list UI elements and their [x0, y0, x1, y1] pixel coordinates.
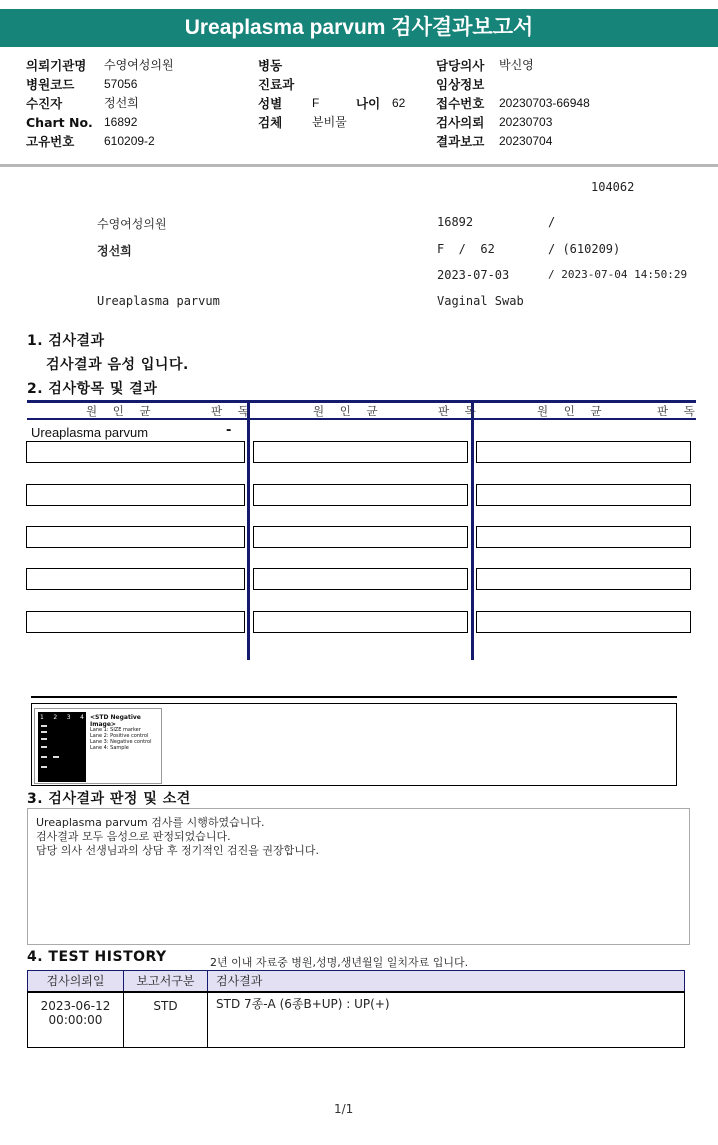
history-row [28, 992, 685, 1048]
result-box [253, 568, 468, 590]
summary-slash: / [548, 215, 556, 229]
result-box [253, 484, 468, 506]
summary-request-date: 2023-07-03 [437, 268, 510, 282]
report-date-label: 결과보고 [436, 134, 485, 149]
section1-heading: 1. 검사결과 [27, 333, 105, 349]
result-box [26, 484, 245, 506]
gel-band [53, 756, 59, 758]
opinion-box [27, 808, 690, 945]
patient-value: 정선희 [104, 96, 139, 110]
result-item-pathogen: Ureaplasma parvum [31, 425, 149, 440]
history-result: STD 7종-A (6종B+UP) : UP(+) [208, 992, 685, 1048]
section4-heading: 4. TEST HISTORY [27, 949, 167, 965]
grid-divider-1 [247, 400, 250, 660]
summary-hospital: 수영여성의원 [97, 217, 167, 231]
lane-1-number: 1 [40, 714, 44, 721]
result-item-judge: - [226, 423, 232, 438]
summary-specimen: Vaginal Swab [437, 294, 524, 308]
col3-judge-header: 판 독 [657, 404, 701, 418]
doctor-label: 담당의사 [436, 58, 485, 73]
result-box [26, 441, 245, 463]
col3-pathogen-header: 원 인 균 [537, 404, 608, 418]
gel-band [41, 746, 47, 748]
history-date-cell [28, 992, 124, 1048]
section3-heading: 3. 검사결과 판정 및 소견 [27, 791, 191, 807]
summary-name: 정선희 [97, 244, 132, 258]
gel-band [41, 756, 47, 758]
hospital-label: 의뢰기관명 [26, 58, 87, 73]
result-box [253, 526, 468, 548]
hospital-code-label: 병원코드 [26, 77, 75, 92]
grid-divider-2 [471, 400, 474, 660]
gel-band [41, 725, 47, 727]
doctor-value: 박신영 [499, 58, 534, 72]
lane-2-number: 2 [53, 714, 58, 721]
section2-heading: 2. 검사항목 및 결과 [27, 381, 158, 397]
chart-no-value: 16892 [104, 115, 138, 129]
sex-value: F [312, 96, 320, 110]
result-box [476, 568, 691, 590]
specimen-label: 검체 [258, 115, 283, 130]
chart-no-label: Chart No. [26, 115, 93, 130]
page-number: 1/1 [334, 1102, 354, 1116]
section1-result: 검사결과 음성 입니다. [46, 357, 189, 373]
history-note: 2년 이내 자료중 병원,성명,생년월일 일치자료 입니다. [210, 956, 469, 969]
patient-label: 수진자 [26, 96, 63, 111]
gel-legend-item: Lane 4: Sample [90, 745, 129, 751]
lane-4-number: 4 [80, 714, 84, 721]
age-label: 나이 [356, 96, 381, 111]
history-date: 2023-06-12 [40, 998, 111, 1013]
result-box [26, 568, 245, 590]
request-date-value: 20230703 [499, 115, 553, 129]
opinion-line: 담당 의사 선생님과의 상담 후 정기적인 검진을 권장합니다. [36, 844, 319, 857]
lane-3-number: 3 [66, 714, 71, 721]
lane-numbers [40, 714, 84, 721]
col2-pathogen-header: 원 인 균 [313, 404, 384, 418]
gel-band [41, 731, 47, 733]
gel-image-title: <STD Negative Image> [90, 714, 141, 728]
gel-legend-item: Lane 3: Negative control [90, 739, 152, 745]
col1-pathogen-header: 원 인 균 [86, 404, 157, 418]
gel-photo [38, 712, 86, 782]
report-code: 104062 [591, 180, 635, 194]
summary-test: Ureaplasma parvum [97, 294, 220, 308]
gel-legend-item: Lane 2: Positive control [90, 733, 149, 739]
unique-no-value: 610209-2 [104, 134, 155, 148]
result-box [253, 611, 468, 633]
result-box [253, 441, 468, 463]
history-type: STD [124, 992, 208, 1048]
result-box [26, 526, 245, 548]
result-box [476, 526, 691, 548]
history-table [27, 970, 685, 1048]
dept-label: 진료과 [258, 77, 295, 92]
result-box [476, 441, 691, 463]
gel-image [34, 708, 162, 784]
image-top-rule [31, 696, 677, 698]
request-date-label: 검사의뢰 [436, 115, 485, 130]
header-separator [0, 164, 718, 167]
summary-birth: / (610209) [548, 242, 621, 256]
result-box [476, 611, 691, 633]
col1-judge-header: 판 독 [211, 404, 255, 418]
history-col-date: 검사의뢰일 [28, 971, 124, 992]
history-col-type: 보고서구분 [124, 971, 208, 992]
clinical-info-label: 임상정보 [436, 77, 485, 92]
unique-no-label: 고유번호 [26, 134, 75, 149]
specimen-value: 분비물 [312, 115, 347, 129]
col2-judge-header: 판 독 [438, 404, 482, 418]
report-title: Ureaplasma parvum 검사결과보고서 [0, 9, 718, 47]
history-time: 00:00:00 [48, 1012, 103, 1027]
gel-legend [90, 727, 152, 751]
header-col3 [436, 56, 590, 151]
summary-chart: 16892 [437, 215, 474, 229]
hospital-code-value: 57056 [104, 77, 138, 91]
summary-sex-age: F / 62 [437, 242, 495, 256]
ward-label: 병동 [258, 58, 283, 73]
gel-band [41, 738, 47, 740]
header-col1 [26, 56, 174, 151]
result-box [26, 611, 245, 633]
hospital-value: 수영여성의원 [104, 58, 174, 72]
sex-label: 성별 [258, 96, 283, 111]
gel-legend-item: Lane 1: SIZE marker [90, 727, 141, 733]
result-box [476, 484, 691, 506]
age-value: 62 [392, 96, 406, 110]
opinion-line: Ureaplasma parvum 검사를 시행하였습니다. [36, 816, 265, 829]
receipt-no-value: 20230703-66948 [499, 96, 590, 110]
gel-band [41, 766, 47, 768]
opinion-line: 검사결과 모두 음성으로 판정되었습니다. [36, 830, 231, 843]
receipt-no-label: 접수번호 [436, 96, 485, 111]
header-col2 [258, 56, 405, 132]
summary-report-datetime: / 2023-07-04 14:50:29 [548, 268, 688, 281]
report-date-value: 20230704 [499, 134, 553, 148]
history-col-result: 검사결과 [208, 971, 685, 992]
